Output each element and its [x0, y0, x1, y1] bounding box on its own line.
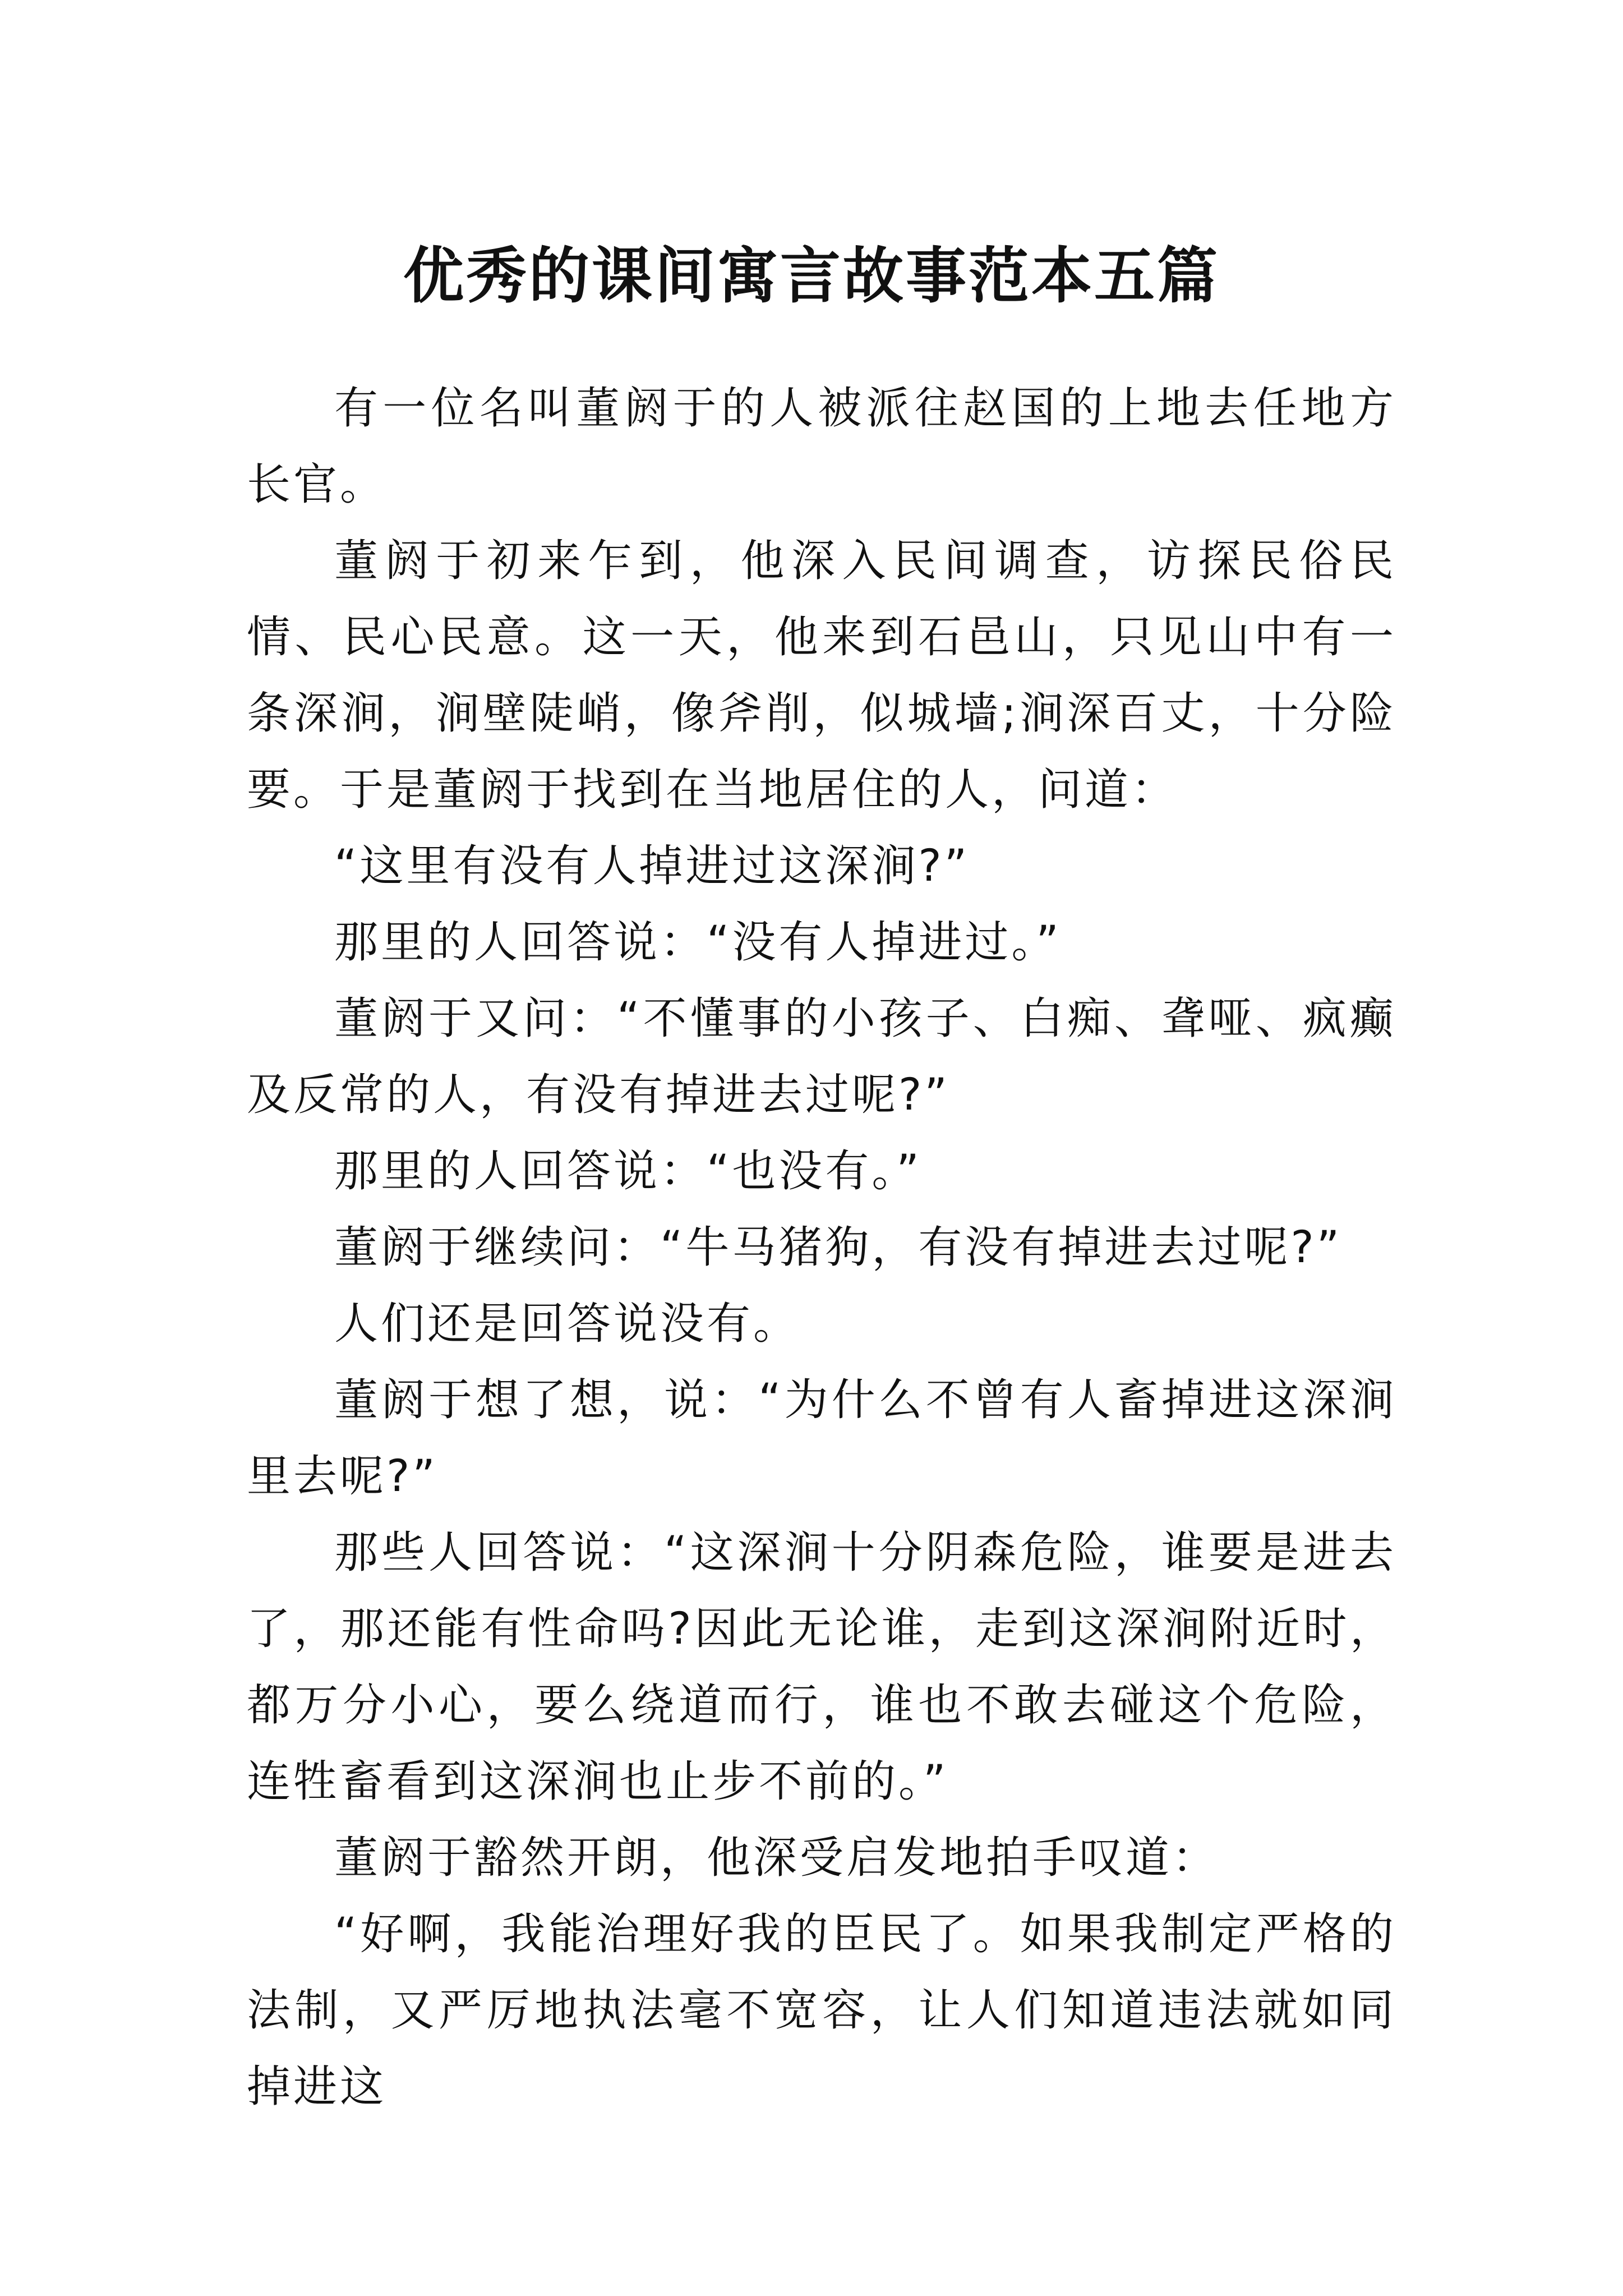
document-title: 优秀的课间寓言故事范本五篇 — [403, 241, 1220, 312]
paragraph: 人们还是回答说没有。 — [334, 1299, 800, 1349]
paragraph: 董阏于豁然开朗，他深受启发地拍手叹道： — [334, 1833, 1219, 1883]
paragraph: 董阏于又问：“不懂事的小孩子、白痴、聋哑、疯癫及反常的人，有没有掉进去过呢?” — [247, 993, 1396, 1120]
paragraph: 董阏于初来乍到，他深入民间调查，访探民俗民情、民心民意。这一天，他来到石邑山，只见山中有一条深涧，涧壁陡峭，像斧削，似城墙;涧深百丈，十分险要。于是董阏于找到在当地居住的人，问道： — [247, 536, 1396, 815]
paragraph: 那里的人回答说：“没有人掉进过。” — [334, 917, 1062, 968]
paragraph: 董阏于想了想，说：“为什么不曾有人畜掉进这深涧里去呢?” — [247, 1375, 1396, 1502]
document-body — [247, 370, 1396, 2125]
paragraph: “好啊，我能治理好我的臣民了。如果我制定严格的法制，又严厉地执法毫不宽容，让人们知道违法就如同掉进这 — [247, 1909, 1396, 2112]
paragraph: 那些人回答说：“这深涧十分阴森危险，谁要是进去了，那还能有性命吗?因此无论谁，走到这深涧附近时，都万分小心，要么绕道而行，谁也不敢去碰这个危险，连牲畜看到这深涧也止步不前的。” — [247, 1527, 1396, 1807]
paragraph: 那里的人回答说：“也没有。” — [334, 1146, 922, 1197]
paragraph: “这里有没有人掉进过这深涧?” — [334, 841, 970, 891]
paragraph: 董阏于继续问：“牛马猪狗，有没有掉进去过呢?” — [334, 1222, 1343, 1273]
paragraph: 有一位名叫董阏于的人被派往赵国的上地去任地方长官。 — [247, 383, 1396, 510]
